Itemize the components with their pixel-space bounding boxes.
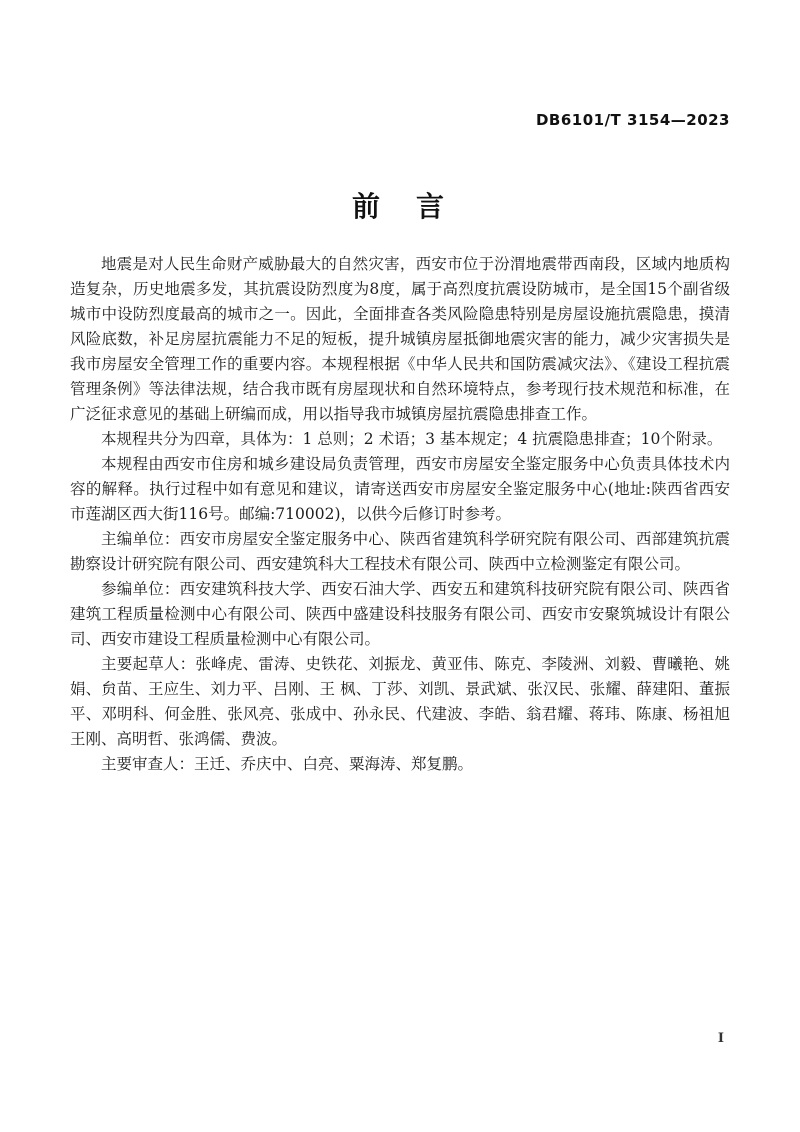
paragraph-main-drafters: 主要起草人：张峰虎、雷涛、史铁花、刘振龙、黄亚伟、陈克、李陵洲、刘毅、曹曦艳、姚娟、贠苗、王应生、刘力平、吕刚、王 枫、丁莎、刘凯、景武斌、张汉民、张耀、薛建阳、董振平、邓明科、何金胜、张风亮、张成中、孙永民、代建波、李皓、翁君耀、蒋玮、陈康、杨祖旭 王刚、高明哲、张鸿儒、费波。	[70, 655, 746, 748]
paragraph-main-reviewers: 主要审查人：王迁、乔庆中、白亮、粟海涛、郑复鹏。	[101, 755, 474, 773]
paragraph-management: 本规程由西安市住房和城乡建设局负责管理，西安市房屋安全鉴定服务中心负责具体技术内容的解释。执行过程中如有意见和建议，请寄送西安市房屋安全鉴定服务中心(地址:陕西省西安市莲湖区西大街116号。邮编:710002)，以供今后修订时参考。	[70, 455, 730, 523]
page-title: 前 言	[351, 190, 448, 223]
standard-code: DB6101/T 3154—2023	[535, 111, 730, 129]
paragraph-intro: 地震是对人民生命财产威胁最大的自然灾害，西安市位于汾渭地震带西南段，区域内地质构造复杂，历史地震多发，其抗震设防烈度为8度，属于高烈度抗震设防城市，是全国15个副省级城市中设防烈度最高的城市之一。因此，全面排查各类风险隐患特别是房屋设施抗震隐患，摸清风险底数，补足房屋抗震能力不足的短板，提升城镇房屋抵御地震灾害的能力，减少灾害损失是我市房屋安全管理工作的重要内容。本规程根据《中华人民共和国防震减灾法》、《建设工程抗震管理条例》等法律法规，结合我市既有房屋现状和自然环境特点，参考现行技术规范和标准，在广泛征求意见的基础上研编而成，用以指导我市城镇房屋抗震隐患排查工作。	[70, 255, 730, 423]
paragraph-chief-editors: 主编单位：西安市房屋安全鉴定服务中心、陕西省建筑科学研究院有限公司、西部建筑抗震勘察设计研究院有限公司、西安建筑科大工程技术有限公司、陕西中立检测鉴定有限公司。	[70, 530, 730, 573]
page-number: I	[717, 1031, 724, 1046]
paragraph-chapters: 本规程共分为四章，具体为：1 总则；2 术语；3 基本规定；4 抗震隐患排查；10个附录。	[101, 430, 723, 448]
paragraph-participating-units: 参编单位：西安建筑科技大学、西安石油大学、西安五和建筑科技研究院有限公司、陕西省建筑工程质量检测中心有限公司、陕西中盛建设科技服务有限公司、西安市安聚筑城设计有限公司、西安市建设工程质量检测中心有限公司。	[70, 580, 730, 648]
preface-body	[70, 252, 746, 777]
